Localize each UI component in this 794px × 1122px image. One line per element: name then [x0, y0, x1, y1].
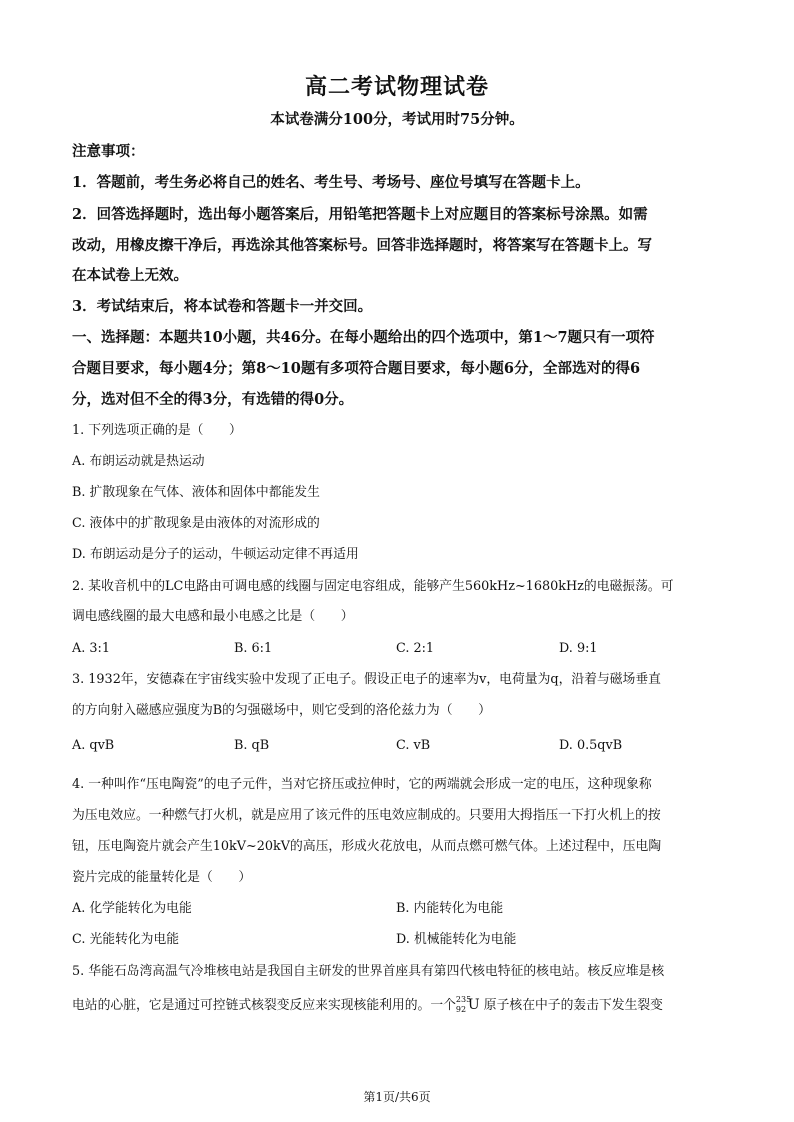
q4-option-c: C. 光能转化为电能	[72, 932, 180, 947]
q4-option-a: A. 化学能转化为电能	[72, 901, 192, 916]
q5-stem-line-2-part-2: 原子核在中子的轰击下发生裂变	[483, 998, 663, 1013]
q5-stem-line-2-part-1: 电站的心脏，它是通过可控链式核裂变反应来实现核能利用的。一个	[72, 998, 456, 1013]
q2-option-b: B. 6:1	[234, 641, 273, 656]
section-1-line-1: 一、选择题：本题共10小题，共46分。在每小题给出的四个选项中，第1～7题只有一项符	[72, 329, 655, 346]
note-2-line-2: 改动，用橡皮擦干净后，再选涂其他答案标号。回答非选择题时，将答案写在答题卡上。写	[72, 237, 652, 254]
q2-option-a: A. 3:1	[72, 641, 110, 656]
note-2-line-1: 2．回答选择题时，选出每小题答案后，用铅笔把答题卡上对应题目的答案标号涂黑。如需	[72, 206, 648, 223]
q5-stem-line-1: 5. 华能石岛湾高温气冷堆核电站是我国自主研发的世界首座具有第四代核电特征的核电站。核反应堆是核	[72, 964, 665, 979]
q1-option-b: B. 扩散现象在气体、液体和固体中都能发生	[72, 485, 320, 500]
q4-option-d: D. 机械能转化为电能	[396, 932, 517, 947]
note-2-line-3: 在本试卷上无效。	[72, 267, 188, 284]
page-title: 高二考试物理试卷	[304, 74, 489, 100]
section-1-line-3: 分，选对但不全的得3分，有选错的得0分。	[72, 391, 354, 408]
q3-stem-line-2: 的方向射入磁感应强度为B的匀强磁场中，则它受到的洛伦兹力为（ ）	[72, 703, 491, 718]
isotope-symbol: U	[467, 997, 480, 1013]
q3-option-b: B. qB	[234, 738, 270, 753]
uranium-isotope-notation	[455, 995, 472, 1014]
q3-option-d: D. 0.5qvB	[559, 738, 623, 753]
q4-option-b: B. 内能转化为电能	[396, 901, 504, 916]
note-3: 3．考试结束后，将本试卷和答题卡一并交回。	[72, 298, 373, 315]
q4-stem-line-2: 为压电效应。一种燃气打火机，就是应用了该元件的压电效应制成的。只要用大拇指压一下打火机上的按	[72, 808, 661, 823]
q1-option-c: C. 液体中的扩散现象是由液体的对流形成的	[72, 516, 320, 531]
q3-option-c: C. vB	[396, 738, 431, 753]
section-1-line-2: 合题目要求，每小题4分；第8～10题有多项符合题目要求，每小题6分，全部选对的得6	[72, 360, 641, 377]
q2-stem-line-1: 2. 某收音机中的LC电路由可调电感的线圈与固定电容组成，能够产生560kHz~1680kHz的电磁振荡。可	[72, 579, 674, 594]
q3-option-a: A. qvB	[72, 738, 115, 753]
notes-heading: 注意事项：	[72, 143, 145, 160]
q2-option-c: C. 2:1	[396, 641, 435, 656]
q2-stem-line-2: 调电感线圈的最大电感和最小电感之比是（ ）	[72, 609, 354, 624]
q1-stem: 1. 下列选项正确的是（ ）	[72, 423, 242, 438]
q2-option-d: D. 9:1	[559, 641, 598, 656]
isotope-mass-number: 235	[455, 995, 472, 1004]
note-1: 1．答题前，考生务必将自己的姓名、考生号、考场号、座位号填写在答题卡上。	[72, 174, 590, 191]
page-subtitle: 本试卷满分100分，考试用时75分钟。	[270, 111, 524, 128]
q4-stem-line-3: 钮，压电陶瓷片就会产生10kV~20kV的高压，形成火花放电，从而点燃可燃气体。上述过程中，压电陶	[72, 839, 662, 854]
q4-stem-line-4: 瓷片完成的能量转化是（ ）	[72, 870, 252, 885]
q1-option-d: D. 布朗运动是分子的运动，牛顿运动定律不再适用	[72, 547, 359, 562]
q1-option-a: A. 布朗运动就是热运动	[72, 454, 205, 469]
q4-stem-line-1: 4. 一种叫作“压电陶瓷”的电子元件，当对它挤压或拉伸时，它的两端就会形成一定的电压，这种现象称	[72, 777, 652, 792]
page-number: 第1页/共6页	[363, 1090, 431, 1104]
isotope-atomic-number: 92	[455, 1005, 467, 1014]
q5-stem-line-2	[72, 996, 728, 1015]
q3-stem-line-1: 3. 1932年，安德森在宇宙线实验中发现了正电子。假设正电子的速率为v，电荷量为q，沿着与磁场垂直	[72, 672, 661, 687]
